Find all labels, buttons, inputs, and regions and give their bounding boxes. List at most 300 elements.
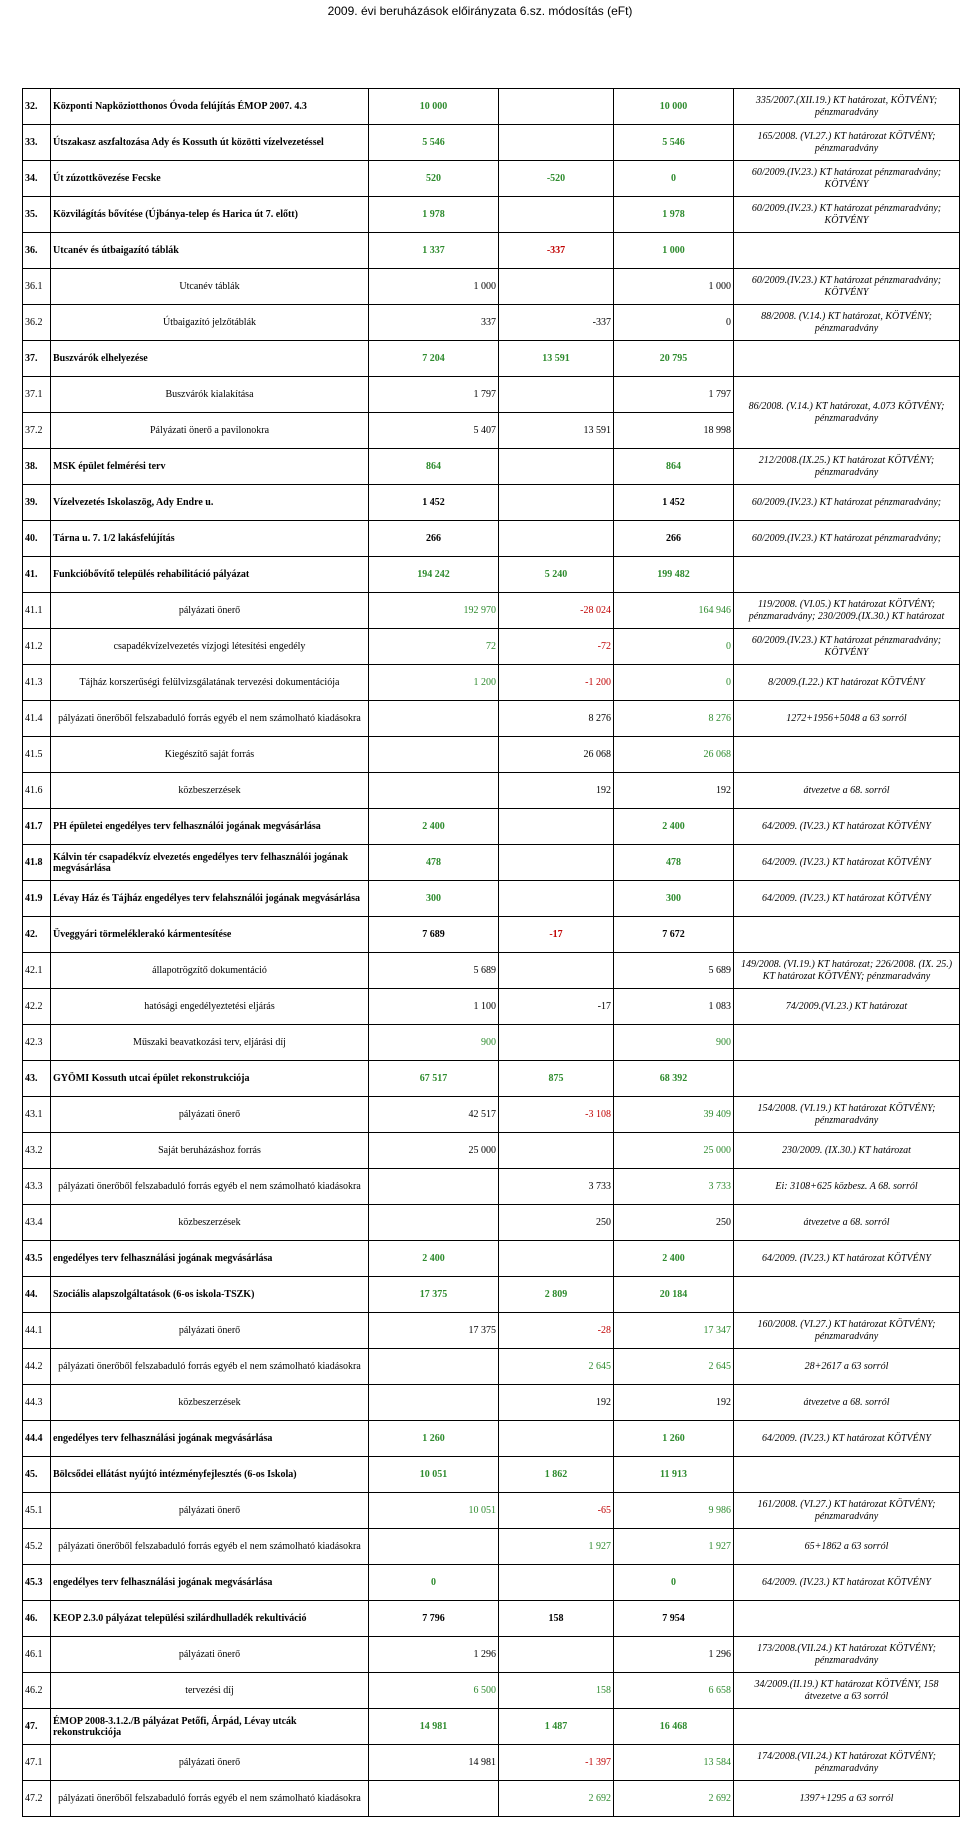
modified-amount: 0: [614, 305, 734, 341]
modification-amount: [499, 1421, 614, 1457]
original-amount: [369, 1781, 499, 1817]
resolution-note: [734, 1601, 960, 1637]
item-name: ÉMOP 2008-3.1.2./B pályázat Petőfi, Árpád, Lévay utcák rekonstrukciója: [51, 1709, 369, 1745]
row-number: 41.2: [23, 629, 51, 665]
resolution-note: 86/2008. (V.14.) KT határozat, 4.073 KÖTVÉNY; pénzmaradvány: [734, 377, 960, 449]
resolution-note: [734, 1025, 960, 1061]
resolution-note: 1397+1295 a 63 sorról: [734, 1781, 960, 1817]
modified-amount: 3 733: [614, 1169, 734, 1205]
original-amount: [369, 1529, 499, 1565]
resolution-note: 60/2009.(IV.23.) KT határozat pénzmaradvány; KÖTVÉNY: [734, 629, 960, 665]
item-name: pályázati önerőből felszabaduló forrás egyéb el nem számolható kiadásokra: [51, 1781, 369, 1817]
modified-amount: 0: [614, 1565, 734, 1601]
resolution-note: [734, 1277, 960, 1313]
row-number: 41.9: [23, 881, 51, 917]
resolution-note: 88/2008. (V.14.) KT határozat, KÖTVÉNY; pénzmaradvány: [734, 305, 960, 341]
resolution-note: 119/2008. (VI.05.) KT határozat KÖTVÉNY; pénzmaradvány; 230/2009.(IX.30.) KT határozat: [734, 593, 960, 629]
resolution-note: 34/2009.(II.19.) KT határozat KÖTVÉNY, 158 átvezetve a 63 sorról: [734, 1673, 960, 1709]
table-row: [23, 1565, 960, 1601]
modified-amount: 1 797: [614, 377, 734, 413]
table-row: [23, 1277, 960, 1313]
resolution-note: 64/2009. (IV.23.) KT határozat KÖTVÉNY: [734, 845, 960, 881]
item-name: tervezési díj: [51, 1673, 369, 1709]
row-number: 38.: [23, 449, 51, 485]
modification-amount: [499, 449, 614, 485]
modification-amount: 26 068: [499, 737, 614, 773]
modified-amount: 192: [614, 773, 734, 809]
resolution-note: Ei: 3108+625 közbesz. A 68. sorról: [734, 1169, 960, 1205]
original-amount: 478: [369, 845, 499, 881]
original-amount: 1 978: [369, 197, 499, 233]
modified-amount: 11 913: [614, 1457, 734, 1493]
modification-amount: 875: [499, 1061, 614, 1097]
table-row: [23, 1349, 960, 1385]
row-number: 46.1: [23, 1637, 51, 1673]
resolution-note: [734, 737, 960, 773]
row-number: 44.1: [23, 1313, 51, 1349]
original-amount: [369, 1349, 499, 1385]
table-row: [23, 1745, 960, 1781]
modified-amount: 13 584: [614, 1745, 734, 1781]
row-number: 43.4: [23, 1205, 51, 1241]
page-title: 2009. évi beruházások előirányzata 6.sz. módosítás (eFt): [327, 4, 633, 18]
row-number: 45.3: [23, 1565, 51, 1601]
modified-amount: 250: [614, 1205, 734, 1241]
modification-amount: 3 733: [499, 1169, 614, 1205]
item-name: Út zúzottkövezése Fecske: [51, 161, 369, 197]
modification-amount: [499, 845, 614, 881]
table-row: [23, 989, 960, 1025]
table-row: [23, 1709, 960, 1745]
row-number: 41.7: [23, 809, 51, 845]
modification-amount: [499, 521, 614, 557]
row-number: 44.: [23, 1277, 51, 1313]
original-amount: [369, 737, 499, 773]
resolution-note: 60/2009.(IV.23.) KT határozat pénzmaradvány; KÖTVÉNY: [734, 269, 960, 305]
row-number: 32.: [23, 89, 51, 125]
original-amount: [369, 701, 499, 737]
table-row: [23, 449, 960, 485]
table-row: [23, 1025, 960, 1061]
original-amount: 5 407: [369, 413, 499, 449]
item-name: Tárna u. 7. 1/2 lakásfelújítás: [51, 521, 369, 557]
table-row: [23, 1601, 960, 1637]
row-number: 44.3: [23, 1385, 51, 1421]
table-row: [23, 557, 960, 593]
item-name: Utcanév táblák: [51, 269, 369, 305]
modified-amount: 1 978: [614, 197, 734, 233]
original-amount: 337: [369, 305, 499, 341]
resolution-note: 173/2008.(VII.24.) KT határozat KÖTVÉNY; pénzmaradvány: [734, 1637, 960, 1673]
modification-amount: 1 487: [499, 1709, 614, 1745]
row-number: 41.6: [23, 773, 51, 809]
resolution-note: 65+1862 a 63 sorról: [734, 1529, 960, 1565]
resolution-note: 64/2009. (IV.23.) KT határozat KÖTVÉNY: [734, 809, 960, 845]
resolution-note: 1272+1956+5048 a 63 sorról: [734, 701, 960, 737]
table-row: [23, 89, 960, 125]
budget-table-body: [23, 89, 960, 1817]
resolution-note: átvezetve a 68. sorról: [734, 773, 960, 809]
table-row: [23, 377, 960, 413]
modification-amount: 1 862: [499, 1457, 614, 1493]
resolution-note: 64/2009. (IV.23.) KT határozat KÖTVÉNY: [734, 1241, 960, 1277]
modified-amount: 1 296: [614, 1637, 734, 1673]
modification-amount: -65: [499, 1493, 614, 1529]
modification-amount: 8 276: [499, 701, 614, 737]
modified-amount: 1 452: [614, 485, 734, 521]
table-row: [23, 917, 960, 953]
modification-amount: -1 200: [499, 665, 614, 701]
row-number: 44.4: [23, 1421, 51, 1457]
resolution-note: 60/2009.(IV.23.) KT határozat pénzmaradvány; KÖTVÉNY: [734, 197, 960, 233]
item-name: Vízelvezetés Iskolaszög, Ady Endre u.: [51, 485, 369, 521]
modified-amount: 300: [614, 881, 734, 917]
resolution-note: 161/2008. (VI.27.) KT határozat KÖTVÉNY; pénzmaradvány: [734, 1493, 960, 1529]
original-amount: 6 500: [369, 1673, 499, 1709]
row-number: 37.: [23, 341, 51, 377]
resolution-note: 149/2008. (VI.19.) KT határozat; 226/2008. (IX. 25.) KT határozat KÖTVÉNY; pénzmaradvány: [734, 953, 960, 989]
table-row: [23, 809, 960, 845]
original-amount: 72: [369, 629, 499, 665]
modified-amount: 478: [614, 845, 734, 881]
modified-amount: 1 083: [614, 989, 734, 1025]
item-name: közbeszerzések: [51, 1385, 369, 1421]
row-number: 36.: [23, 233, 51, 269]
item-name: csapadékvízelvezetés vízjogi létesítési engedély: [51, 629, 369, 665]
row-number: 40.: [23, 521, 51, 557]
modified-amount: 2 400: [614, 1241, 734, 1277]
modification-amount: -28 024: [499, 593, 614, 629]
table-row: [23, 1385, 960, 1421]
item-name: Buszvárók kialakítása: [51, 377, 369, 413]
row-number: 42.2: [23, 989, 51, 1025]
original-amount: 1 000: [369, 269, 499, 305]
table-row: [23, 1529, 960, 1565]
original-amount: 2 400: [369, 1241, 499, 1277]
modification-amount: -17: [499, 917, 614, 953]
table-row: [23, 1097, 960, 1133]
item-name: engedélyes terv felhasználási jogának megvásárlása: [51, 1565, 369, 1601]
modified-amount: 25 000: [614, 1133, 734, 1169]
item-name: pályázati önerő: [51, 1097, 369, 1133]
item-name: Műszaki beavatkozási terv, eljárási díj: [51, 1025, 369, 1061]
original-amount: 900: [369, 1025, 499, 1061]
resolution-note: átvezetve a 68. sorról: [734, 1385, 960, 1421]
table-row: [23, 1673, 960, 1709]
table-row: [23, 305, 960, 341]
table-row: [23, 1061, 960, 1097]
row-number: 37.2: [23, 413, 51, 449]
original-amount: 1 100: [369, 989, 499, 1025]
resolution-note: 60/2009.(IV.23.) KT határozat pénzmaradvány;: [734, 485, 960, 521]
modification-amount: -337: [499, 305, 614, 341]
original-amount: 7 204: [369, 341, 499, 377]
resolution-note: [734, 341, 960, 377]
row-number: 41.5: [23, 737, 51, 773]
modified-amount: 20 795: [614, 341, 734, 377]
item-name: Szociális alapszolgáltatások (6-os iskola-TSZK): [51, 1277, 369, 1313]
modification-amount: -520: [499, 161, 614, 197]
modification-amount: -17: [499, 989, 614, 1025]
original-amount: 5 546: [369, 125, 499, 161]
table-row: [23, 629, 960, 665]
table-row: [23, 125, 960, 161]
modification-amount: [499, 377, 614, 413]
modification-amount: 192: [499, 1385, 614, 1421]
resolution-note: [734, 1457, 960, 1493]
modified-amount: 199 482: [614, 557, 734, 593]
original-amount: 10 051: [369, 1457, 499, 1493]
item-name: pályázati önerő: [51, 593, 369, 629]
row-number: 45.: [23, 1457, 51, 1493]
table-row: [23, 1241, 960, 1277]
modification-amount: [499, 89, 614, 125]
item-name: engedélyes terv felhasználási jogának megvásárlása: [51, 1241, 369, 1277]
modification-amount: 192: [499, 773, 614, 809]
modified-amount: 10 000: [614, 89, 734, 125]
modification-amount: -3 108: [499, 1097, 614, 1133]
item-name: pályázati önerő: [51, 1493, 369, 1529]
row-number: 43.3: [23, 1169, 51, 1205]
item-name: Funkcióbővítő település rehabilitáció pályázat: [51, 557, 369, 593]
resolution-note: 165/2008. (VI.27.) KT határozat KÖTVÉNY; pénzmaradvány: [734, 125, 960, 161]
item-name: Kálvin tér csapadékvíz elvezetés engedélyes terv felhasználói jogának megvásárlása: [51, 845, 369, 881]
modified-amount: 20 184: [614, 1277, 734, 1313]
original-amount: 192 970: [369, 593, 499, 629]
original-amount: 1 797: [369, 377, 499, 413]
row-number: 34.: [23, 161, 51, 197]
item-name: Saját beruházáshoz forrás: [51, 1133, 369, 1169]
original-amount: 42 517: [369, 1097, 499, 1133]
row-number: 41.4: [23, 701, 51, 737]
modified-amount: 0: [614, 161, 734, 197]
modification-amount: -1 397: [499, 1745, 614, 1781]
row-number: 36.1: [23, 269, 51, 305]
resolution-note: 64/2009. (IV.23.) KT határozat KÖTVÉNY: [734, 1565, 960, 1601]
item-name: pályázati önerő: [51, 1745, 369, 1781]
modification-amount: 13 591: [499, 341, 614, 377]
row-number: 33.: [23, 125, 51, 161]
item-name: Lévay Ház és Tájház engedélyes terv felahsználói jogának megvásárlása: [51, 881, 369, 917]
table-row: [23, 701, 960, 737]
item-name: Kiegészítő saját forrás: [51, 737, 369, 773]
item-name: pályázati önerő: [51, 1313, 369, 1349]
row-number: 41.1: [23, 593, 51, 629]
modified-amount: 164 946: [614, 593, 734, 629]
table-row: [23, 1169, 960, 1205]
modified-amount: 0: [614, 629, 734, 665]
modified-amount: 2 645: [614, 1349, 734, 1385]
original-amount: [369, 1385, 499, 1421]
original-amount: 1 452: [369, 485, 499, 521]
row-number: 47.: [23, 1709, 51, 1745]
modification-amount: [499, 125, 614, 161]
modified-amount: 1 000: [614, 233, 734, 269]
modification-amount: 1 927: [499, 1529, 614, 1565]
table-row: [23, 881, 960, 917]
resolution-note: 64/2009. (IV.23.) KT határozat KÖTVÉNY: [734, 1421, 960, 1457]
resolution-note: 28+2617 a 63 sorról: [734, 1349, 960, 1385]
row-number: 43.2: [23, 1133, 51, 1169]
row-number: 41.8: [23, 845, 51, 881]
resolution-note: 174/2008.(VII.24.) KT határozat KÖTVÉNY; pénzmaradvány: [734, 1745, 960, 1781]
table-row: [23, 737, 960, 773]
modification-amount: [499, 1637, 614, 1673]
original-amount: 194 242: [369, 557, 499, 593]
table-row: [23, 521, 960, 557]
modified-amount: 900: [614, 1025, 734, 1061]
item-name: KEOP 2.3.0 pályázat települési szilárdhulladék rekultiváció: [51, 1601, 369, 1637]
table-row: [23, 1421, 960, 1457]
table-row: [23, 1637, 960, 1673]
original-amount: 1 296: [369, 1637, 499, 1673]
row-number: 47.2: [23, 1781, 51, 1817]
item-name: Útbaigazító jelzőtáblák: [51, 305, 369, 341]
row-number: 43.1: [23, 1097, 51, 1133]
original-amount: 864: [369, 449, 499, 485]
row-number: 36.2: [23, 305, 51, 341]
modified-amount: 18 998: [614, 413, 734, 449]
original-amount: 10 051: [369, 1493, 499, 1529]
table-row: [23, 197, 960, 233]
item-name: Pályázati önerő a pavilonokra: [51, 413, 369, 449]
row-number: 46.2: [23, 1673, 51, 1709]
modification-amount: [499, 1241, 614, 1277]
modification-amount: [499, 1133, 614, 1169]
item-name: Központi Napköziotthonos Óvoda felújítás ÉMOP 2007. 4.3: [51, 89, 369, 125]
row-number: 44.2: [23, 1349, 51, 1385]
modification-amount: 2 692: [499, 1781, 614, 1817]
item-name: közbeszerzések: [51, 1205, 369, 1241]
table-row: [23, 341, 960, 377]
row-number: 47.1: [23, 1745, 51, 1781]
item-name: Buszvárók elhelyezése: [51, 341, 369, 377]
budget-table: [22, 88, 960, 1817]
modified-amount: 864: [614, 449, 734, 485]
item-name: pályázati önerő: [51, 1637, 369, 1673]
modification-amount: -72: [499, 629, 614, 665]
resolution-note: 230/2009. (IX.30.) KT határozat: [734, 1133, 960, 1169]
original-amount: 67 517: [369, 1061, 499, 1097]
row-number: 42.1: [23, 953, 51, 989]
modified-amount: 1 927: [614, 1529, 734, 1565]
modified-amount: 68 392: [614, 1061, 734, 1097]
original-amount: 1 200: [369, 665, 499, 701]
original-amount: 2 400: [369, 809, 499, 845]
modified-amount: 5 689: [614, 953, 734, 989]
original-amount: 0: [369, 1565, 499, 1601]
item-name: Bölcsődei ellátást nyújtó intézményfejlesztés (6-os Iskola): [51, 1457, 369, 1493]
resolution-note: 8/2009.(I.22.) KT határozat KÖTVÉNY: [734, 665, 960, 701]
modified-amount: 7 672: [614, 917, 734, 953]
modified-amount: 5 546: [614, 125, 734, 161]
item-name: Utcanév és útbaigazító táblák: [51, 233, 369, 269]
modified-amount: 0: [614, 665, 734, 701]
item-name: hatósági engedélyeztetési eljárás: [51, 989, 369, 1025]
original-amount: 10 000: [369, 89, 499, 125]
modified-amount: 7 954: [614, 1601, 734, 1637]
modified-amount: 2 400: [614, 809, 734, 845]
row-number: 42.3: [23, 1025, 51, 1061]
modification-amount: [499, 881, 614, 917]
modified-amount: 1 260: [614, 1421, 734, 1457]
modified-amount: 17 347: [614, 1313, 734, 1349]
item-name: állapotrögzítő dokumentáció: [51, 953, 369, 989]
table-row: [23, 845, 960, 881]
row-number: 43.: [23, 1061, 51, 1097]
original-amount: 17 375: [369, 1313, 499, 1349]
original-amount: 17 375: [369, 1277, 499, 1313]
resolution-note: [734, 1061, 960, 1097]
original-amount: 1 337: [369, 233, 499, 269]
resolution-note: [734, 1709, 960, 1745]
modification-amount: 250: [499, 1205, 614, 1241]
item-name: GYÖMI Kossuth utcai épület rekonstrukciója: [51, 1061, 369, 1097]
original-amount: 300: [369, 881, 499, 917]
resolution-note: átvezetve a 68. sorról: [734, 1205, 960, 1241]
resolution-note: 335/2007.(XII.19.) KT határozat, KÖTVÉNY; pénzmaradvány: [734, 89, 960, 125]
resolution-note: [734, 233, 960, 269]
modified-amount: 2 692: [614, 1781, 734, 1817]
item-name: pályázati önerőből felszabaduló forrás egyéb el nem számolható kiadásokra: [51, 1169, 369, 1205]
resolution-note: 74/2009.(VI.23.) KT határozat: [734, 989, 960, 1025]
modified-amount: 8 276: [614, 701, 734, 737]
table-row: [23, 1781, 960, 1817]
modified-amount: 39 409: [614, 1097, 734, 1133]
resolution-note: 212/2008.(IX.25.) KT határozat KÖTVÉNY; pénzmaradvány: [734, 449, 960, 485]
original-amount: 7 796: [369, 1601, 499, 1637]
modification-amount: [499, 269, 614, 305]
modified-amount: 9 986: [614, 1493, 734, 1529]
item-name: pályázati önerőből felszabaduló forrás egyéb el nem számolható kiadásokra: [51, 701, 369, 737]
resolution-note: 64/2009. (IV.23.) KT határozat KÖTVÉNY: [734, 881, 960, 917]
item-name: Üveggyári törmeléklerakó kármentesítése: [51, 917, 369, 953]
modification-amount: -28: [499, 1313, 614, 1349]
row-number: 43.5: [23, 1241, 51, 1277]
table-row: [23, 773, 960, 809]
item-name: közbeszerzések: [51, 773, 369, 809]
original-amount: 266: [369, 521, 499, 557]
modification-amount: 2 809: [499, 1277, 614, 1313]
table-row: [23, 269, 960, 305]
table-row: [23, 1313, 960, 1349]
row-number: 41.3: [23, 665, 51, 701]
item-name: pályázati önerőből felszabaduló forrás egyéb el nem számolható kiadásokra: [51, 1529, 369, 1565]
modified-amount: 1 000: [614, 269, 734, 305]
row-number: 41.: [23, 557, 51, 593]
row-number: 35.: [23, 197, 51, 233]
modification-amount: -337: [499, 233, 614, 269]
modified-amount: 26 068: [614, 737, 734, 773]
table-row: [23, 593, 960, 629]
item-name: Közvilágítás bővítése (Újbánya-telep és Harica út 7. előtt): [51, 197, 369, 233]
modification-amount: 158: [499, 1673, 614, 1709]
modification-amount: [499, 197, 614, 233]
item-name: pályázati önerőből felszabaduló forrás egyéb el nem számolható kiadásokra: [51, 1349, 369, 1385]
row-number: 37.1: [23, 377, 51, 413]
modification-amount: [499, 1565, 614, 1601]
modification-amount: 5 240: [499, 557, 614, 593]
item-name: engedélyes terv felhasználási jogának megvásárlása: [51, 1421, 369, 1457]
resolution-note: [734, 557, 960, 593]
original-amount: 5 689: [369, 953, 499, 989]
modification-amount: 13 591: [499, 413, 614, 449]
modification-amount: [499, 809, 614, 845]
modified-amount: 192: [614, 1385, 734, 1421]
original-amount: 1 260: [369, 1421, 499, 1457]
row-number: 39.: [23, 485, 51, 521]
item-name: Tájház korszerűségi felülvizsgálatának tervezési dokumentációja: [51, 665, 369, 701]
